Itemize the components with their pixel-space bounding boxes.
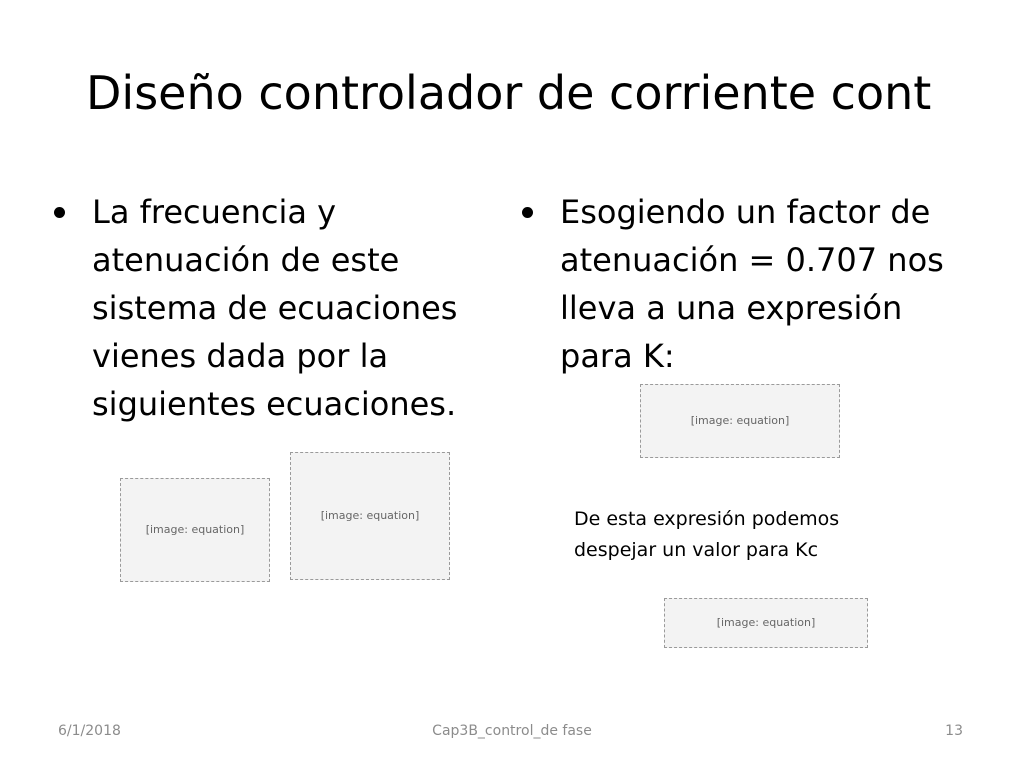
right-column <box>522 188 962 380</box>
bullet-text-left: La frecuencia y atenuación de este sistema de ecuaciones vienes dada por la siguientes ecuaciones. <box>92 193 458 423</box>
bullet-icon <box>522 207 533 218</box>
left-column <box>54 188 474 428</box>
bullet-item-left <box>54 188 474 428</box>
equation-image-natural-frequency: [image: equation] <box>120 478 270 582</box>
footer-date: 6/1/2018 <box>58 723 121 739</box>
slide-title: Diseño controlador de corriente cont <box>86 66 932 120</box>
page-number: 13 <box>945 723 963 739</box>
bullet-icon <box>54 207 65 218</box>
bullet-text-right: Esogiendo un factor de atenuación = 0.707 nos lleva a una expresión para K: <box>560 193 944 375</box>
equation-image-k: [image: equation] <box>640 384 840 458</box>
bullet-item-right <box>522 188 962 380</box>
equation-image-kc: [image: equation] <box>664 598 868 648</box>
footer-title: Cap3B_control_de fase <box>432 723 592 739</box>
note-text: De esta expresión podemos despejar un valor para Kc <box>574 508 840 561</box>
equation-image-damping-factor: [image: equation] <box>290 452 450 580</box>
